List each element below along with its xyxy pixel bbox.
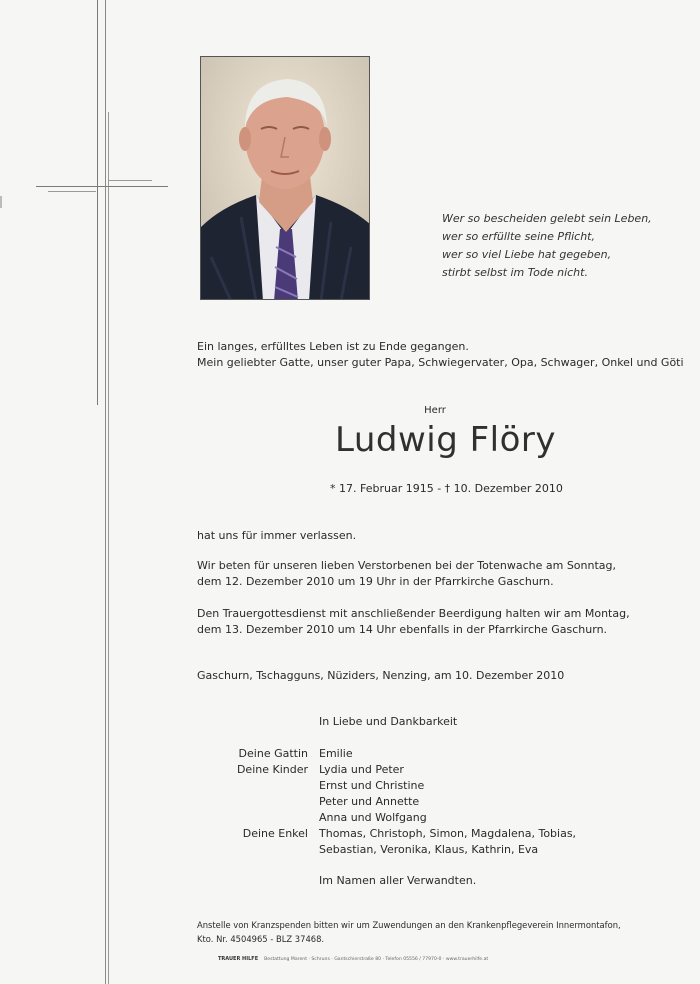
wake-info	[197, 558, 616, 590]
family-row	[197, 842, 576, 858]
funeral-info	[197, 606, 630, 638]
page-edge-mark	[0, 196, 2, 208]
passed-away-text: hat uns für immer verlassen.	[197, 529, 357, 542]
poem-line: wer so viel Liebe hat gegeben,	[442, 248, 612, 261]
cross-line-vertical-inner	[108, 112, 109, 984]
love-gratitude: In Liebe und Dankbarkeit	[319, 715, 458, 728]
funeral-line: dem 13. Dezember 2010 um 14 Uhr ebenfalls in der Pfarrkirche Gaschurn.	[197, 623, 608, 636]
funeral-line: Den Trauergottesdienst mit anschließender Beerdigung halten wir am Montag,	[197, 607, 630, 620]
undertaker-details: Bestattung Marent · Schruns · Gantschierstraße 80 · Telefon 05556 / 77970-0 · www.trauerhilfe.at	[264, 957, 489, 962]
wake-line: dem 12. Dezember 2010 um 19 Uhr in der Pfarrkirche Gaschurn.	[197, 575, 554, 588]
cross-line-horizontal-right	[108, 180, 152, 181]
family-label: Deine Kinder	[236, 763, 308, 776]
family-list	[197, 746, 576, 858]
intro-line: Ein langes, erfülltes Leben ist zu Ende gegangen.	[197, 340, 469, 353]
portrait-photo	[200, 56, 370, 300]
life-dates: * 17. Februar 1915 - † 10. Dezember 2010	[330, 482, 563, 495]
intro-text	[197, 339, 684, 371]
donation-line: Anstelle von Kranzspenden bitten wir um Zuwendungen an den Krankenpflegeverein Innermontafon,	[197, 920, 621, 930]
family-label	[197, 842, 319, 858]
family-label	[197, 794, 319, 810]
family-names: Thomas, Christoph, Simon, Magdalena, Tobias,	[319, 827, 577, 840]
poem-line: Wer so bescheiden gelebt sein Leben,	[442, 212, 652, 225]
family-label	[197, 778, 319, 794]
family-names: Sebastian, Veronika, Klaus, Kathrin, Eva	[319, 843, 539, 856]
donation-line: Kto. Nr. 4504965 - BLZ 37468.	[197, 934, 325, 944]
family-label	[197, 810, 319, 826]
cross-line-horizontal-short	[48, 191, 96, 192]
family-label: Deine Gattin	[238, 747, 308, 760]
salutation: Herr	[424, 405, 446, 416]
closing-text: Im Namen aller Verwandten.	[319, 874, 477, 887]
family-names: Anna und Wolfgang	[319, 811, 427, 824]
cross-line-vertical	[97, 0, 98, 405]
family-label: Deine Enkel	[242, 827, 308, 840]
family-names: Emilie	[319, 747, 353, 760]
poem-line: wer so erfüllte seine Pflicht,	[442, 230, 595, 243]
family-names: Ernst und Christine	[319, 779, 425, 792]
donation-note	[197, 918, 621, 946]
intro-line: Mein geliebter Gatte, unser guter Papa, Schwiegervater, Opa, Schwager, Onkel und Göti	[197, 356, 684, 369]
family-row	[197, 778, 576, 794]
family-row	[197, 810, 576, 826]
undertaker-imprint	[218, 956, 488, 962]
family-row	[197, 794, 576, 810]
deceased-name: Ludwig Flöry	[335, 420, 557, 460]
poem	[442, 210, 692, 282]
family-row	[197, 826, 576, 842]
places-date: Gaschurn, Tschagguns, Nüziders, Nenzing, am 10. Dezember 2010	[197, 669, 565, 682]
family-row	[197, 762, 576, 778]
portrait-image	[201, 57, 370, 300]
family-row	[197, 746, 576, 762]
cross-line-horizontal	[36, 186, 168, 187]
undertaker-brand: TRAUER HILFE	[218, 956, 259, 962]
cross-line-vertical-main	[105, 0, 106, 984]
poem-line: stirbt selbst im Tode nicht.	[442, 266, 588, 279]
family-names: Peter und Annette	[319, 795, 420, 808]
family-names: Lydia und Peter	[319, 763, 404, 776]
wake-line: Wir beten für unseren lieben Verstorbenen bei der Totenwache am Sonntag,	[197, 559, 617, 572]
